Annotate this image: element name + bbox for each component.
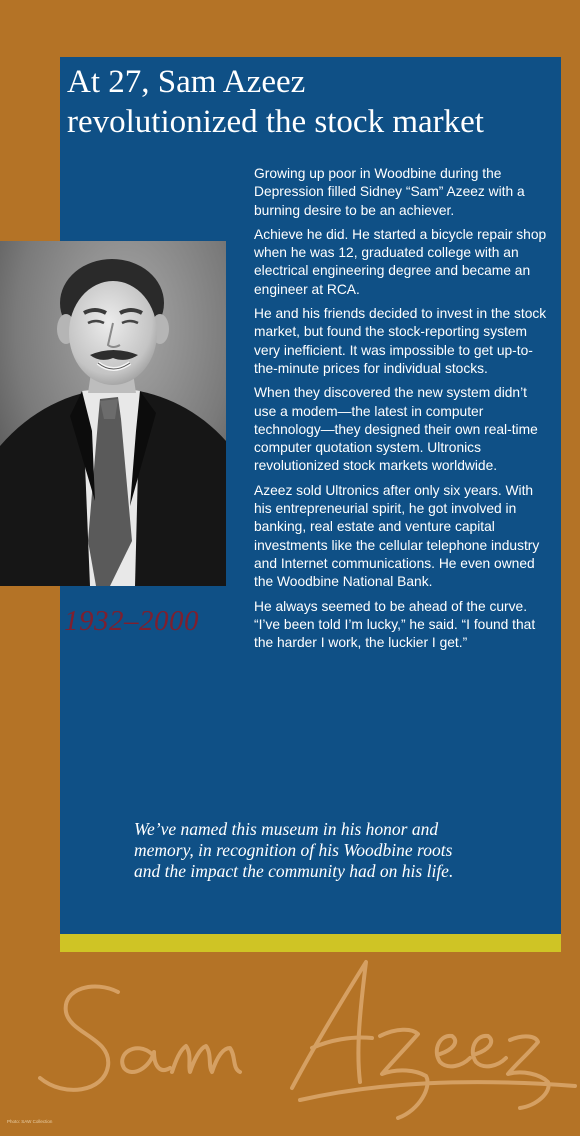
signature-image	[0, 950, 580, 1136]
bio-paragraph: Growing up poor in Woodbine during the Depression filled Sidney “Sam” Azeez with a burning desire to be an achiever.	[254, 166, 525, 218]
bio-paragraph: He and his friends decided to invest in the stock market, but found the stock-reporting system very inefficient. It was impossible to get up-to-the-minute prices for individual stocks.	[254, 306, 547, 376]
bio-paragraph: Achieve he did. He started a bicycle repair shop when he was 12, graduated college with an electrical engineering degree and became an engineer at RCA.	[254, 226, 547, 297]
page-title	[67, 62, 557, 142]
dedication-line-2: memory, in recognition of his Woodbine roots	[134, 840, 453, 860]
dedication-line-1: We’ve named this museum in his honor and	[134, 819, 439, 839]
bio-paragraph: Azeez sold Ultronics after only six years. With his entrepreneurial spirit, he got involved in banking, real estate and venture capital investments like the cellular telephone industry and Internet communications. He even owned the Woodbine National Bank.	[254, 482, 540, 590]
biography-text	[254, 165, 550, 658]
bio-paragraph: When they discovered the new system didn’t use a modem—the latest in computer technology—they designed their own real-time computer quotation system. Ultronics revolutionized stock markets worldwide.	[254, 385, 538, 474]
title-line-1: At 27, Sam Azeez	[67, 64, 306, 100]
portrait-photo	[0, 241, 226, 586]
photo-credit: Photo: SAW Collection	[7, 1119, 53, 1124]
dedication-line-3: and the impact the community had on his life.	[134, 861, 454, 881]
bio-paragraph: He always seemed to be ahead of the curve. “I’ve been told I’m lucky,” he said. “I found that the harder I work, the luckier I get.”	[254, 598, 536, 651]
title-line-2: revolutionized the stock market	[67, 104, 484, 140]
dedication-quote	[134, 819, 544, 882]
life-years: 1932–2000	[64, 605, 199, 637]
